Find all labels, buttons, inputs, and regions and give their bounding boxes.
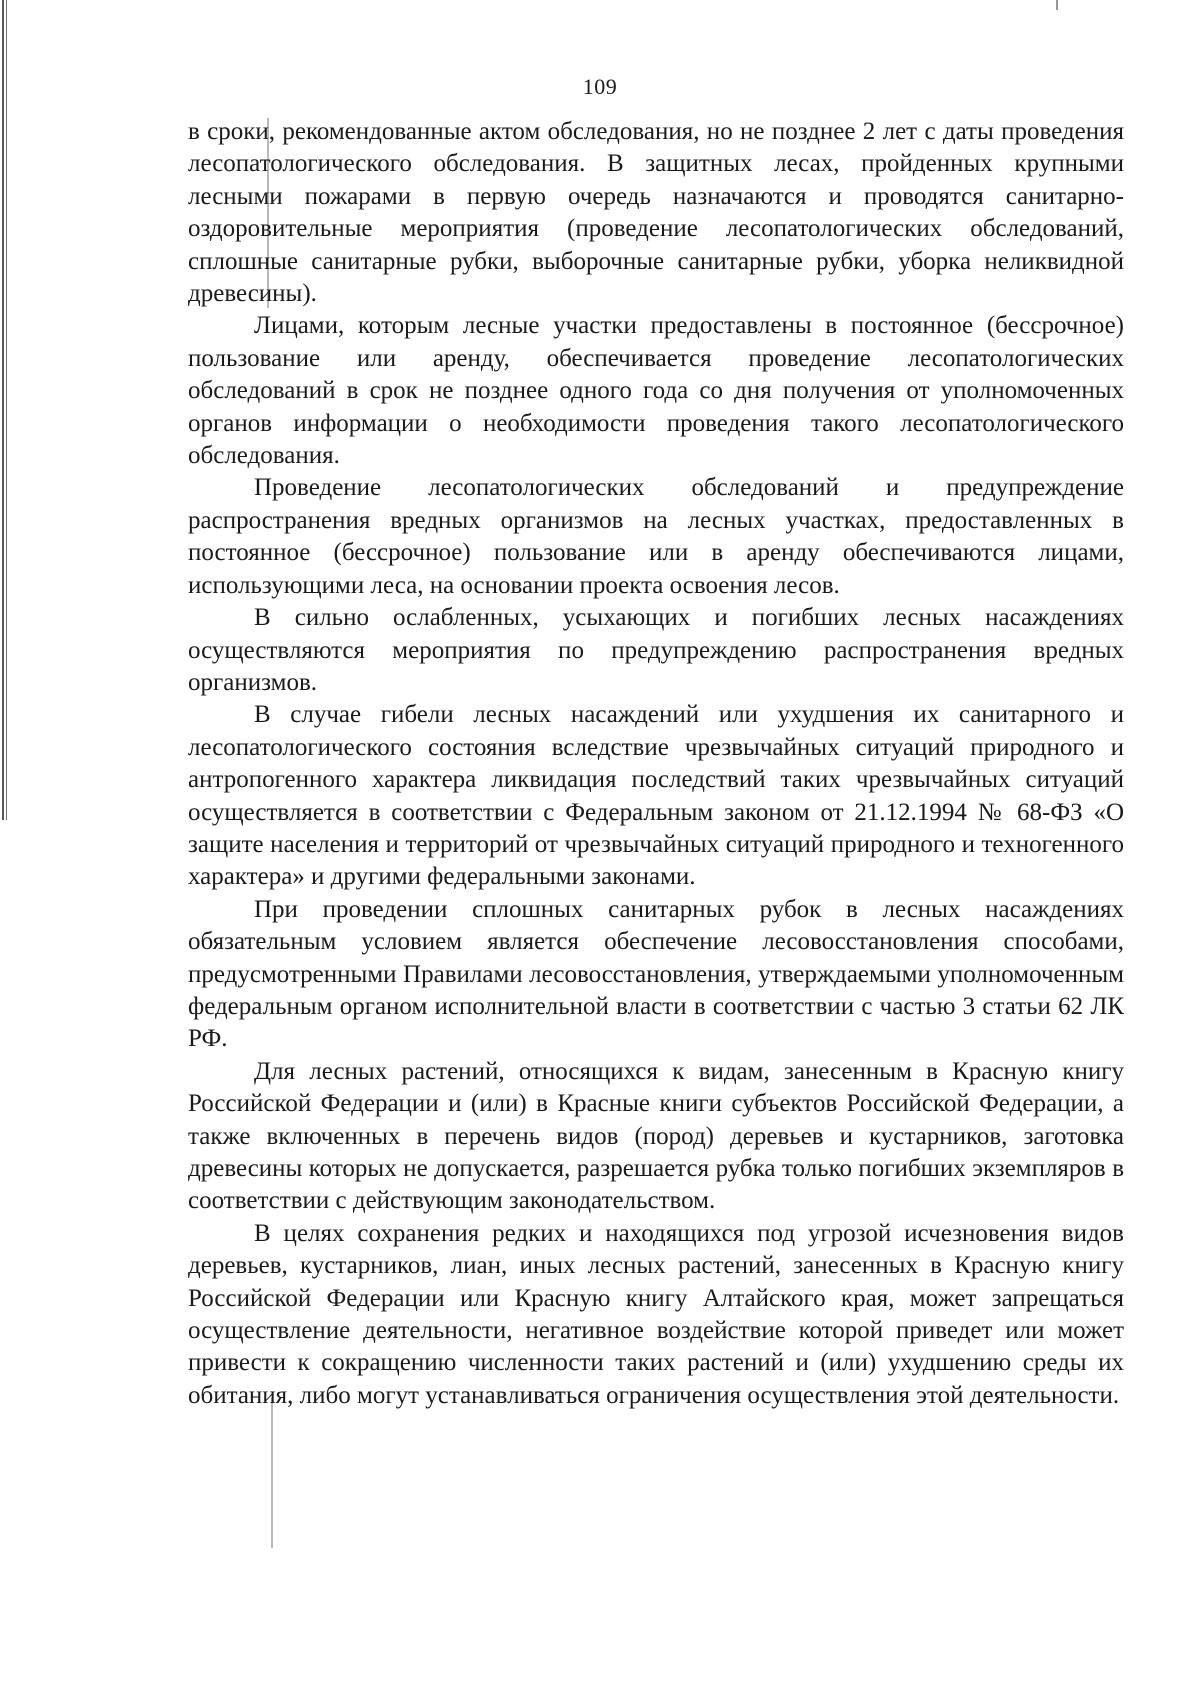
document-body — [188, 116, 1124, 1412]
paragraph: Для лесных растений, относящихся к видам, занесенным в Красную книгу Российской Федерации и (или) в Красные книги субъектов Российской Федерации, а также включенных в перечень видов (пород) деревьев и кустарников, заготовка древесины которых не допускается, разрешается рубка только погибших экземпляров в соответствии с действующим законодательством. — [188, 1057, 1124, 1215]
paragraph: В сильно ослабленных, усыхающих и погибших лесных насаждениях осуществляются мероприятия по предупреждению распространения вредных организмов. — [188, 604, 1124, 696]
scan-artifact-line — [271, 1398, 273, 1548]
page-number: 109 — [582, 74, 618, 99]
paragraph: При проведении сплошных санитарных рубок в лесных насаждениях обязательным условием является обеспечение лесовосстановления способами, предусмотренными Правилами лесовосстановления, утверждаемыми уполномоченным федеральным органом исполнительной власти в соответствии с частью 3 статьи 62 ЛК РФ. — [188, 895, 1124, 1053]
paragraph: В случае гибели лесных насаждений или ухудшения их санитарного и лесопатологического состояния вследствие чрезвычайных ситуаций природного и антропогенного характера ликвидация последствий таких чрезвычайных ситуаций осуществляется в соответствии с Федеральным законом от 21.12.1994 № 68-ФЗ «О защите населения и территорий от чрезвычайных ситуаций природного и техногенного характера» и другими федеральными законами. — [188, 701, 1124, 891]
paragraph: Проведение лесопатологических обследований и предупреждение распространения вредных организмов на лесных участках, предоставленных в постоянное (бессрочное) пользование или в аренду обеспечиваются лицами, использующими леса, на основании проекта освоения лесов. — [188, 474, 1124, 599]
paragraph: Лицами, которым лесные участки предоставлены в постоянное (бессрочное) пользование или аренду, обеспечивается проведение лесопатологических обследований в срок не позднее одного года со дня получения от уполномоченных органов информации о необходимости проведения такого лесопатологического обследования. — [188, 312, 1124, 470]
paragraph: В целях сохранения редких и находящихся под угрозой исчезновения видов деревьев, кустарников, лиан, иных лесных растений, занесенных в Красную книгу Российской Федерации или Красную книгу Алтайского края, может запрещаться осуществление деятельности, негативное воздействие которой приведет или может привести к сокращению численности таких растений и (или) ухудшению среды их обитания, либо могут устанавливаться ограничения осуществления этой деятельности. — [188, 1219, 1124, 1409]
scan-mark — [1056, 0, 1058, 10]
paragraph-continuation: в сроки, рекомендованные актом обследования, но не позднее 2 лет с даты проведения лесопатологического обследования. В защитных лесах, пройденных крупными лесными пожарами в первую очередь назначаются и проводятся санитарно-оздоровительные мероприятия (проведение лесопатологических обследований, сплошные санитарные рубки, выборочные санитарные рубки, уборка неликвидной древесины). — [188, 118, 1124, 308]
scan-binding-edge — [0, 0, 14, 820]
